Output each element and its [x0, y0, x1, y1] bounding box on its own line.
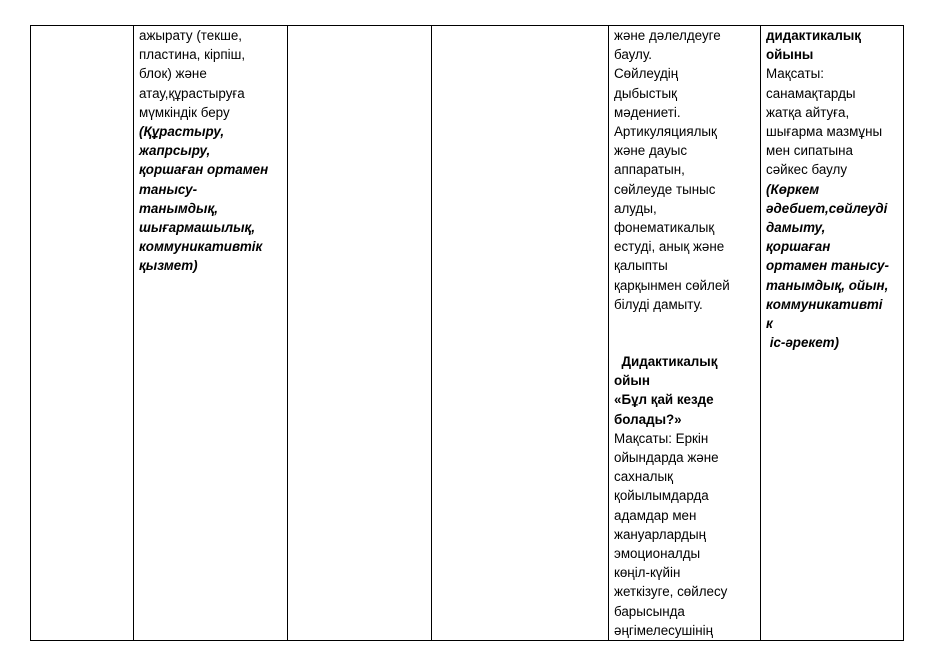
cell-text-line: блок) және — [139, 66, 207, 82]
cell-text-line: және дәлелдеуге — [614, 28, 721, 43]
cell-text-line: баулу. — [614, 47, 652, 63]
cell-text-line: фонематикалық — [614, 220, 715, 236]
cell-text-line: шығарма мазмұны — [766, 124, 883, 140]
table-column-border — [903, 25, 904, 641]
activity-areas-line: жапрсыру, — [139, 143, 211, 159]
activity-areas-line: коммуникативті — [766, 296, 883, 312]
cell-text-line: қарқынмен сөйлей — [614, 277, 730, 293]
cell-text-line: қойылымдарда — [614, 488, 709, 504]
activity-areas-line: шығармашылық, — [139, 220, 256, 236]
activity-areas-line: танысу- — [139, 181, 198, 197]
cell-text-line: Мақсаты: — [766, 66, 824, 82]
activity-areas-line: әдебиет,сөйлеуді — [766, 200, 888, 216]
table-cell-col5 — [614, 26, 758, 640]
game-title-line: болады?» — [614, 411, 682, 427]
cell-text-line: пластина, кірпіш, — [139, 47, 246, 63]
activity-areas-line: қоршаған ортамен — [139, 162, 269, 178]
cell-text-line: мүмкіндік беру — [139, 104, 230, 120]
activity-areas-line: іс-әрекет) — [766, 335, 840, 351]
cell-text-line: дыбыстық — [614, 85, 678, 101]
table-column-border — [608, 25, 609, 641]
cell-text-line: Мақсаты: Еркін — [614, 430, 709, 446]
game-title-line: ойыны — [766, 47, 814, 63]
activity-areas-line: қызмет) — [139, 258, 198, 274]
cell-text-line: санамақтарды — [766, 85, 856, 101]
cell-text-line: атау,құрастыруға — [139, 85, 245, 101]
game-title-line: «Бұл қай кезде — [614, 392, 714, 408]
table-column-border — [431, 25, 432, 641]
cell-text-line: әңгімелесушінің — [614, 622, 714, 638]
cell-text-line: естуді, анық және — [614, 239, 725, 255]
cell-text-line: ажырату (текше, — [139, 28, 242, 43]
cell-text-line: мәдениеті. — [614, 104, 681, 120]
activity-areas-line: танымдық, — [139, 200, 219, 216]
table-bottom-border — [30, 640, 904, 641]
cell-text-line: жатқа айтуға, — [766, 104, 850, 120]
cell-text-line: аппаратын, — [614, 162, 685, 178]
cell-text-line: жеткізуге, сөйлесу — [614, 584, 728, 600]
table-column-border — [287, 25, 288, 641]
game-title-line: Дидактикалық — [614, 354, 718, 370]
cell-text-line: жануарлардың — [614, 526, 707, 542]
cell-text-line: мен сипатына — [766, 143, 853, 159]
cell-text-line: және дауыс — [614, 143, 688, 159]
table-cell-col6 — [766, 26, 902, 352]
game-title-line: дидактикалық — [766, 28, 861, 43]
activity-areas-line: (Құрастыру, — [139, 124, 225, 140]
activity-areas-line: ортамен танысу- — [766, 258, 889, 274]
cell-text-line: білуді дамыту. — [614, 296, 703, 312]
activity-areas-line: қоршаған — [766, 239, 831, 255]
game-title-line: ойын — [614, 373, 650, 389]
cell-text-line: Сөйлеудің — [614, 66, 679, 82]
cell-text-line: сахналық — [614, 469, 673, 485]
activity-areas-line: (Көркем — [766, 181, 820, 197]
table-cell-col2 — [139, 26, 285, 276]
cell-text-line: адамдар мен — [614, 507, 697, 523]
cell-text-line: қалыпты — [614, 258, 668, 274]
cell-text-line: эмоционалды — [614, 546, 701, 562]
cell-text-line: көңіл-күйін — [614, 565, 681, 581]
table-column-border — [133, 25, 134, 641]
cell-text-line: ойындарда және — [614, 450, 719, 466]
table-column-border — [760, 25, 761, 641]
paragraph-gap — [614, 314, 758, 352]
activity-areas-line: танымдық, ойын, — [766, 277, 889, 293]
cell-text-line: алуды, — [614, 200, 657, 216]
table-column-border — [30, 25, 31, 641]
activity-areas-line: коммуникативтік — [139, 239, 263, 255]
activity-areas-line: к — [766, 316, 773, 332]
cell-text-line: барысында — [614, 603, 685, 619]
cell-text-line: сөйлеуде тыныс — [614, 181, 716, 197]
cell-text-line: Артикуляциялық — [614, 124, 717, 140]
activity-areas-line: дамыту, — [766, 220, 826, 236]
cell-text-line: сәйкес баулу — [766, 162, 848, 178]
